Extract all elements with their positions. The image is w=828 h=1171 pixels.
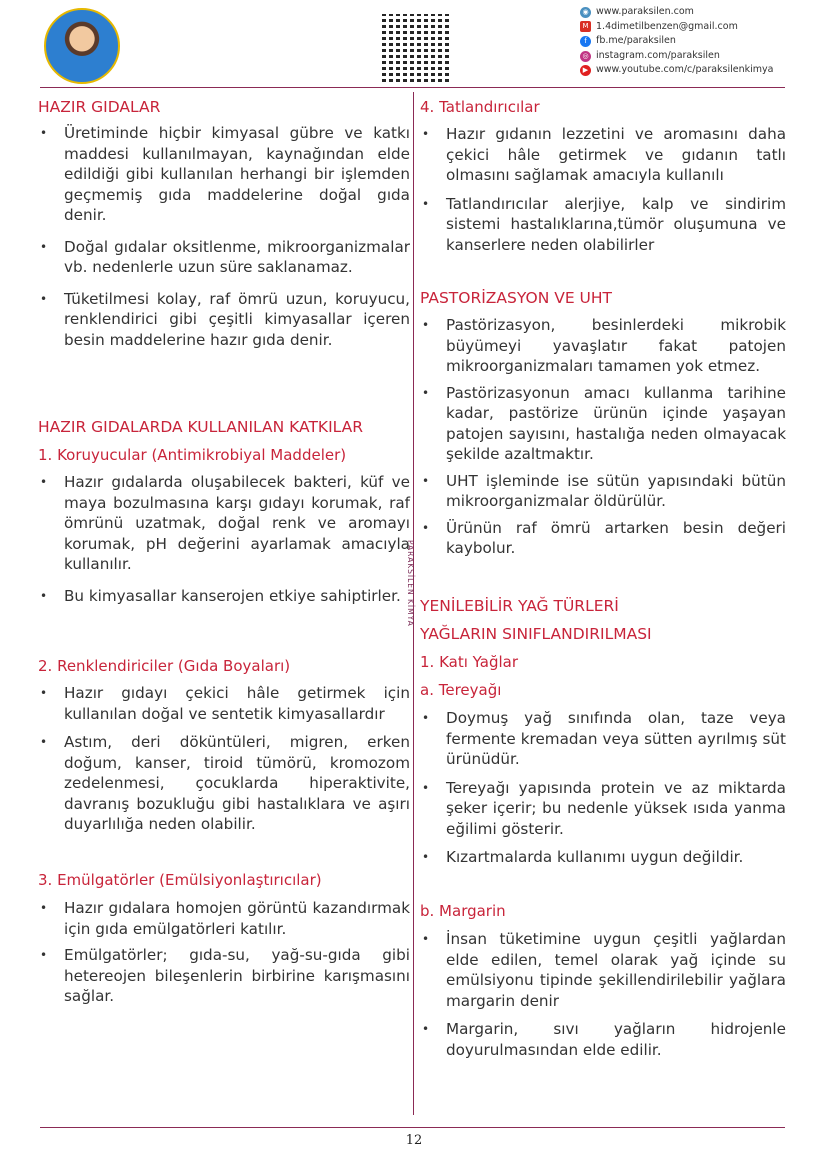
contact-email[interactable]: M 1.4dimetilbenzen@gmail.com: [580, 20, 773, 35]
instagram-icon: ◎: [580, 51, 591, 62]
bullet-list: [38, 472, 410, 606]
contact-web[interactable]: ◉ www.paraksilen.com: [580, 5, 773, 20]
web-icon: ◉: [580, 7, 591, 18]
list-item: • İnsan tüketimine uygun çeşitli yağlardan elde edilen, temel olarak yağ içinde su emülsiyonu tipinde şekillendirilebilir yağlara margarin denir: [420, 929, 786, 1011]
list-item: • Tatlandırıcılar alerjiye, kalp ve sindirim sistemi hastalıklarına,tümör oluşumuna ve kanserlere neden olabilirler: [420, 194, 786, 256]
list-item: • Doğal gıdalar oksitlenme, mikroorganizmalar vb. nedenlerle uzun süre saklanamaz.: [38, 237, 410, 278]
bullet-list: [420, 929, 786, 1060]
watermark: PARAKSİLEN KİMYA: [406, 540, 415, 627]
bullet-list: [38, 123, 410, 350]
list-item: • Astım, deri döküntüleri, migren, erken doğum, kanser, tiroid tümörü, kromozom zedelenmesi, çocuklarda hiperaktivite, davranış bozukluğu gibi hastalıklara ve aşırı duyarlılığa neden olabilir.: [38, 732, 410, 835]
list-item: • Margarin, sıvı yağların hidrojenle doyurulmasından elde edilir.: [420, 1019, 786, 1060]
list-item: • Hazır gıdalarda oluşabilecek bakteri, küf ve maya bozulmasına karşı gıdayı korumak, raf ömrünü uzatmak, doğal renk ve aromayı korumak, pH değerini ayarlamak amacıyla kullanılır.: [38, 472, 410, 575]
section-heading: YENİLEBİLİR YAĞ TÜRLERİ: [420, 597, 619, 615]
list-item: • Doymuş yağ sınıfında olan, taze veya fermente kremadan veya sütten ayrılmış süt ürünüdür.: [420, 708, 786, 770]
subsection-heading: 1. Katı Yağlar: [420, 653, 518, 671]
list-item: • Emülgatörler; gıda-su, yağ-su-gıda gibi hetereojen bileşenlerin birbirine karışmasını sağlar.: [38, 945, 410, 1007]
list-item: • UHT işleminde ise sütün yapısındaki bütün mikroorganizmalar öldürülür.: [420, 471, 786, 512]
list-item: • Bu kimyasallar kanserojen etkiye sahiptirler.: [38, 586, 410, 607]
footer-divider: [40, 1127, 785, 1128]
list-item: • Hazır gıdanın lezzetini ve aromasını daha çekici hâle getirmek ve gıdanın tatlı olmasını sağlamak amacıyla kullanılı: [420, 124, 786, 186]
list-item: • Kızartmalarda kullanımı uygun değildir.: [420, 847, 786, 868]
subsection-heading: 3. Emülgatörler (Emülsiyonlaştırıcılar): [38, 871, 322, 889]
contact-list: [580, 5, 773, 78]
author-avatar-logo: [44, 8, 120, 84]
subsection-heading: a. Tereyağı: [420, 681, 502, 699]
bullet-list: [420, 315, 786, 559]
bullet-list: [420, 708, 786, 868]
qr-code: [382, 14, 450, 82]
section-heading: HAZIR GIDALAR: [38, 98, 161, 116]
list-item: • Tereyağı yapısında protein ve az miktarda şeker içerir; bu nedenle yüksek ısıda yanma eğilimi gösterir.: [420, 778, 786, 840]
list-item: • Hazır gıdayı çekici hâle getirmek için kullanılan doğal ve sentetik kimyasallardır: [38, 683, 410, 724]
facebook-icon: f: [580, 36, 591, 47]
section-heading: YAĞLARIN SINIFLANDIRILMASI: [420, 625, 652, 643]
bullet-list: [38, 898, 410, 1007]
bullet-list: [38, 683, 410, 835]
subsection-heading: 4. Tatlandırıcılar: [420, 98, 540, 116]
list-item: • Üretiminde hiçbir kimyasal gübre ve katkı maddesi kullanılmayan, kaynağından elde edildiği gibi kullanılan herhangi bir işlemden geçmemiş gıda maddelerine doğal gıda denir.: [38, 123, 410, 226]
contact-instagram[interactable]: ◎ instagram.com/paraksilen: [580, 49, 773, 64]
list-item: • Hazır gıdalara homojen görüntü kazandırmak için gıda emülgatörleri katılır.: [38, 898, 410, 939]
header-divider: [40, 87, 785, 88]
contact-youtube[interactable]: ▶ www.youtube.com/c/paraksilenkimya: [580, 63, 773, 78]
list-item: • Tüketilmesi kolay, raf ömrü uzun, koruyucu, renklendirici gibi çeşitli kimyasallar içeren besin maddelerine hazır gıda denir.: [38, 289, 410, 351]
list-item: • Ürünün raf ömrü artarken besin değeri kaybolur.: [420, 518, 786, 559]
contact-facebook[interactable]: f fb.me/paraksilen: [580, 34, 773, 49]
bullet-list: [420, 124, 786, 255]
subsection-heading: 1. Koruyucular (Antimikrobiyal Maddeler): [38, 446, 347, 464]
section-heading: PASTORİZASYON VE UHT: [420, 289, 613, 307]
list-item: • Pastörizasyon, besinlerdeki mikrobik büyümeyi yavaşlatır fakat patojen mikroorganizmaları tamamen yok etmez.: [420, 315, 786, 377]
gmail-icon: M: [580, 21, 591, 32]
subsection-heading: 2. Renklendiriciler (Gıda Boyaları): [38, 657, 291, 675]
subsection-heading: b. Margarin: [420, 902, 506, 920]
youtube-icon: ▶: [580, 65, 591, 76]
page-number: 12: [405, 1133, 423, 1148]
list-item: • Pastörizasyonun amacı kullanma tarihine kadar, pastörize ürünün içinde yaşayan patojen sayısını, hastalığa neden olmayacak şekilde azaltmaktır.: [420, 383, 786, 465]
section-heading: HAZIR GIDALARDA KULLANILAN KATKILAR: [38, 418, 364, 436]
